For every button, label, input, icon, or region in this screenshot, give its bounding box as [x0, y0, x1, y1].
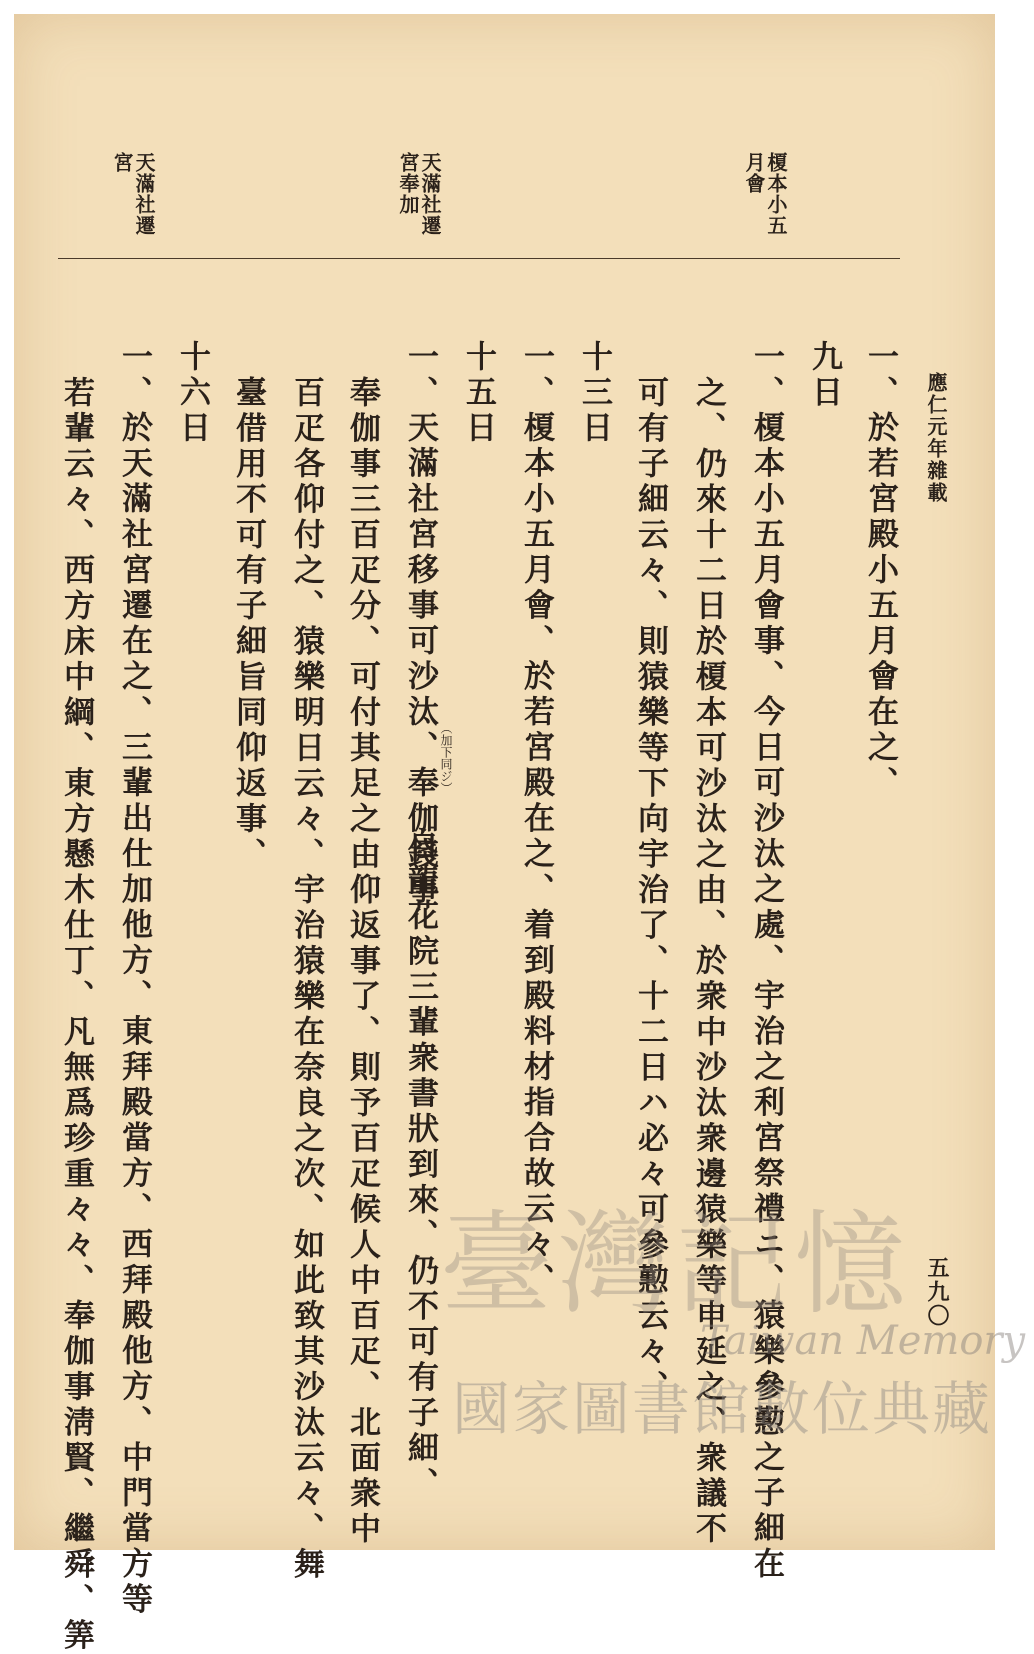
- text-line: 一、於天滿社宮遷在之、三輩出仕加他方、東拜殿當方、西拜殿他方、中門當方等: [116, 340, 152, 1618]
- running-title: 應仁元年雜載: [924, 372, 948, 504]
- text-line: 十五日: [460, 340, 496, 447]
- margin-note-line: 天滿社遷: [132, 152, 156, 236]
- header-rule: [58, 258, 900, 259]
- text-line: 之、仍來十二日於榎本可沙汰之由、於衆中沙汰衆邊猿樂等申延之、衆議不: [690, 376, 726, 1548]
- text-line: 九日: [806, 340, 842, 411]
- text-line: 自龍花院三輩衆書狀到來、仍不可有子細、: [402, 828, 438, 1503]
- watermark-logo-text: 臺灣記憶: [440, 1200, 912, 1330]
- watermark-library: 國家圖書館數位典藏: [452, 1375, 993, 1443]
- margin-note-line: 宮奉加: [396, 152, 420, 215]
- text-line: 十三日: [576, 340, 612, 447]
- text-line: 一、於若宮殿小五月會在之、: [862, 340, 898, 802]
- text-line: 一、天滿社宮移事可沙汰、奉伽錢事: [402, 340, 438, 908]
- margin-note-line: 宮: [110, 152, 134, 173]
- watermark-english: Taiwan Memory: [700, 1318, 1026, 1364]
- margin-note-line: 榎本小五: [764, 152, 788, 236]
- text-line: 可有子細云々、則猿樂等下向宇治了、十二日ハ必々可參懃云々、: [632, 376, 668, 1406]
- text-line: 十六日: [174, 340, 210, 447]
- margin-note-line: 月會: [742, 152, 766, 194]
- text-line: 百疋各仰付之、猿樂明日云々、宇治猿樂在奈良之次、如此致其沙汰云々、舞: [288, 376, 324, 1583]
- inline-annotation: （加下同ジ）: [439, 722, 453, 794]
- text-line: 臺借用不可有子細旨同仰返事、: [230, 376, 266, 873]
- page-number: 五九〇: [924, 1256, 950, 1328]
- text-line: 一、榎本小五月會事、今日可沙汰之處、宇治之利宮祭禮ニ、猿樂參懃之子細在: [748, 340, 784, 1583]
- text-line: 一、榎本小五月會、於若宮殿在之、着到殿料材指合故云々、: [518, 340, 554, 1299]
- margin-note-line: 天滿社遷: [418, 152, 442, 236]
- text-line: 奉伽事三百疋分、可付其足之由仰返事了、則予百疋候人中百疋、北面衆中: [344, 376, 380, 1548]
- text-line: 若輩云々、西方床中綱、東方懸木仕丁、凡無爲珍重々々、奉伽事淸賢、繼舜、筭: [58, 376, 94, 1654]
